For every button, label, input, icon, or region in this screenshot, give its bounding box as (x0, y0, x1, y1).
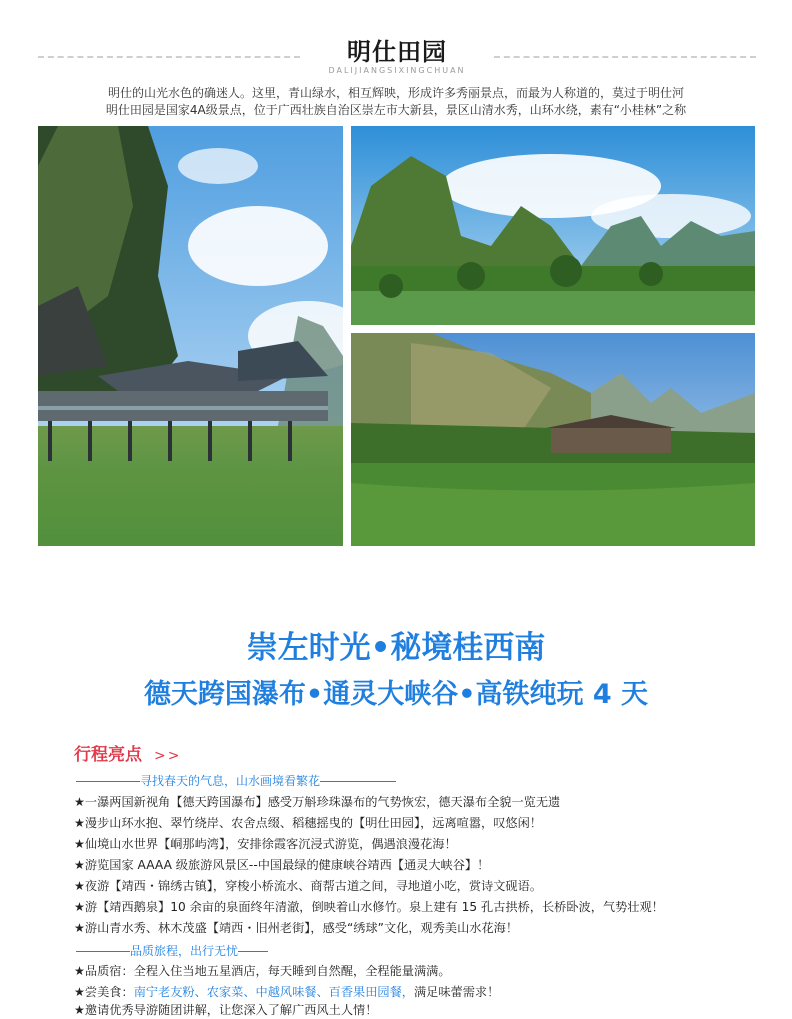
highlight-item: ★游览国家 AAAA 级旅游风景区--中国最绿的健康峡谷靖西【通灵大峡谷】！ (74, 858, 490, 872)
section-title-quality: 品质旅程，出行无忧 (130, 944, 239, 958)
highlights-heading (74, 740, 181, 765)
highlight-item: ★夜游【靖西・锦绣古镇】，穿梭小桥流水、商帮古道之间，寻地道小吃，赏诗文砚语。 (74, 879, 542, 893)
headline-sub: 德天跨国瀑布•通灵大峡谷•高铁纯玩 4 天 (143, 679, 649, 710)
double-chevron-icon: >> (154, 748, 182, 764)
highlight-item: ★一瀑两国新视角【德天跨国瀑布】感受万斛珍珠瀑布的气势恢宏，德天瀑布全貌一览无遗 (74, 795, 561, 809)
highlight-item: ★游【靖西鹅泉】10 余亩的泉面终年清澈，倒映着山水修竹。泉上建有 15 孔古拱桥，长桥卧波，气势壮观！ (74, 900, 664, 914)
section-divider-spring (76, 772, 396, 789)
highlight-item-guide: ★邀请优秀导游随团讲解，让您深入了解广西风土人情！ (74, 1003, 378, 1017)
food-prefix: ★尝美食： (74, 985, 134, 999)
section-title-spring: 寻找春天的气息，山水画境看繁花 (140, 774, 321, 788)
divider-line-right (238, 951, 268, 952)
header-rule-left (38, 56, 300, 58)
headline-main: 崇左时光•秘境桂西南 (246, 630, 546, 666)
photo-pavilion-lake (38, 126, 343, 546)
photo-karst-river (351, 126, 755, 325)
highlight-item: ★仙境山水世界【峒那屿湾】，安排徐霞客沉浸式游览，偶遇浪漫花海！ (74, 837, 457, 851)
highlight-item-food (74, 983, 499, 1001)
highlights-heading-text: 行程亮点 (74, 745, 142, 765)
highlight-item: ★漫步山环水抱、翠竹绕岸、农舍点缀、稻穗摇曳的【明仕田园】，远离喧嚣，叹悠闲！ (74, 816, 542, 830)
highlight-item: ★游山青水秀、林木茂盛【靖西・旧州老街】，感受“绣球”文化，观秀美山水花海！ (74, 921, 519, 935)
divider-line-left (76, 951, 130, 952)
highlight-item-hotel: ★品质宿：全程入住当地五星酒店，每天睡到自然醒，全程能量满满。 (74, 964, 451, 978)
intro-line-2: 明仕田园是国家4A级景点，位于广西壮族自治区崇左市大新县，景区山清水秀，山环水绕，素有“小桂林”之称 (105, 103, 687, 117)
food-highlight: 南宁老友粉、农家菜、中越风味餐、百香果田园餐， (133, 985, 414, 999)
intro-line-1: 明仕的山光水色的确迷人。这里，青山绿水，相互辉映，形成许多秀丽景点，而最为人称道的，莫过于明仕河 (107, 86, 684, 100)
photo-village-lake (351, 333, 755, 546)
header-rule-right (494, 56, 756, 58)
food-suffix: 满足味蕾需求！ (414, 985, 500, 999)
section-divider-quality (76, 942, 268, 959)
divider-line-right (320, 781, 396, 782)
divider-line-left (76, 781, 140, 782)
page-title: 明仕田园 (347, 38, 447, 66)
page-subtitle: DALIJIANGSIXINGCHUAN (328, 66, 466, 75)
